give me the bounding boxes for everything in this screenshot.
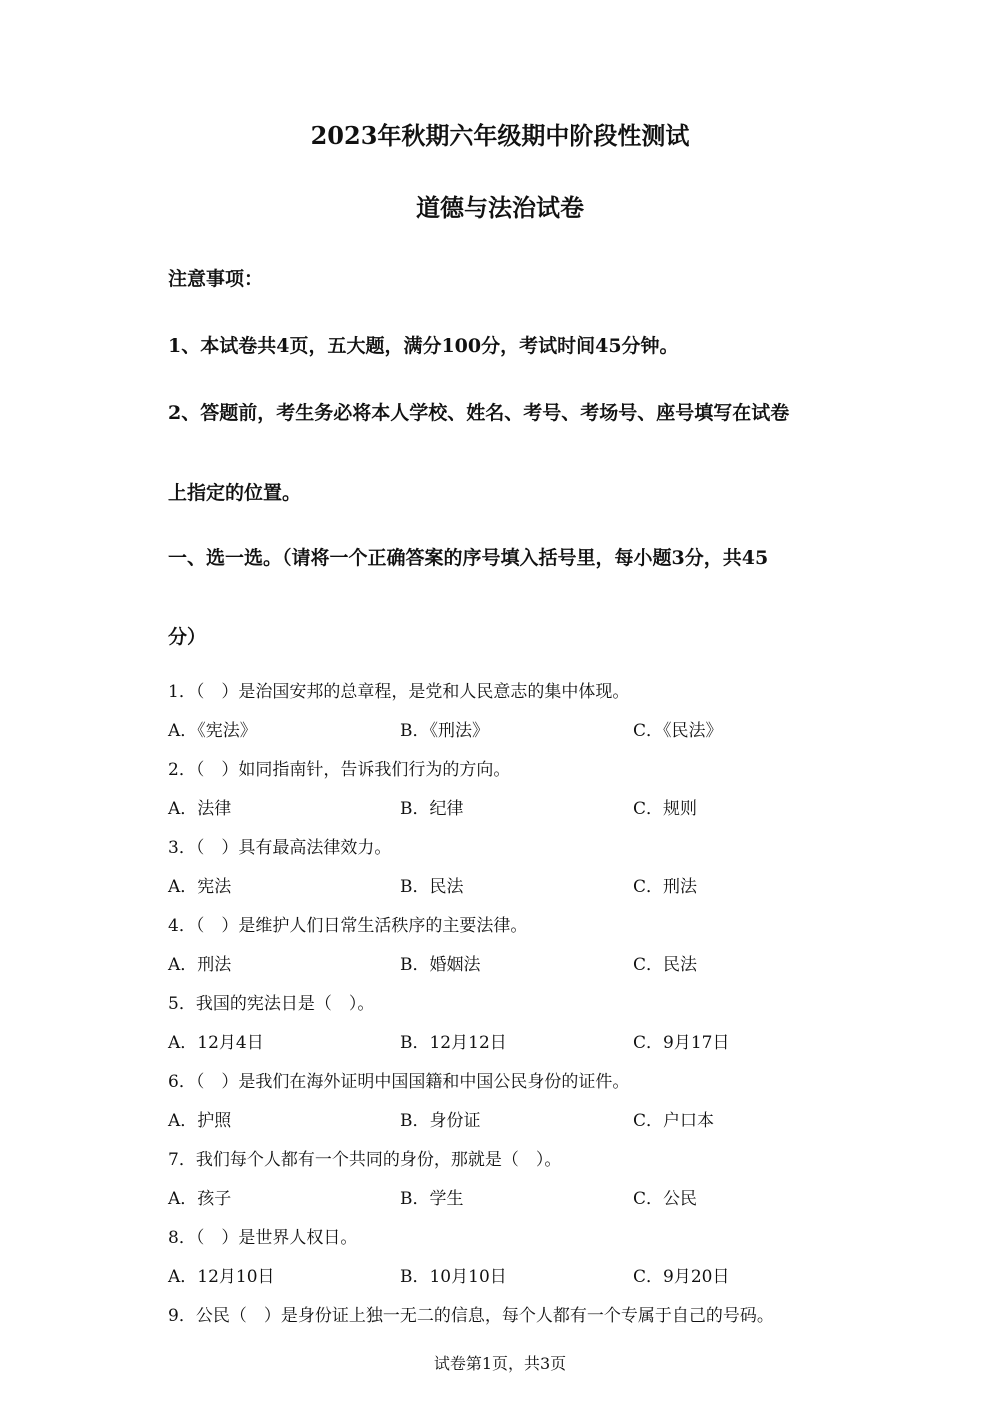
q8-option-a: A．12月10日 bbox=[168, 1267, 275, 1287]
q1-option-a: A．《宪法》 bbox=[168, 721, 257, 741]
q4-option-c: C．民法 bbox=[633, 955, 698, 975]
q5-option-b: B．12月12日 bbox=[400, 1033, 507, 1053]
q8-option-b: B．10月10日 bbox=[400, 1267, 507, 1287]
question-1: 1．（ ）是治国安邦的总章程，是党和人民意志的集中体现。 bbox=[168, 682, 630, 702]
q2-option-c: C．规则 bbox=[633, 799, 698, 819]
question-4: 4．（ ）是维护人们日常生活秩序的主要法律。 bbox=[168, 916, 528, 936]
question-8: 8．（ ）是世界人权日。 bbox=[168, 1228, 358, 1248]
q1-option-c: C．《民法》 bbox=[633, 721, 723, 741]
page-footer: 试卷第1页，共3页 bbox=[433, 1354, 567, 1373]
notes-line-2-cont: 上指定的位置。 bbox=[168, 482, 302, 504]
q2-option-a: A．法律 bbox=[168, 799, 232, 819]
q6-option-a: A．护照 bbox=[168, 1111, 232, 1131]
notes-line-2: 2、答题前，考生务必将本人学校、姓名、考号、考场号、座号填写在试卷 bbox=[168, 402, 790, 424]
section-heading: 一、选一选。（请将一个正确答案的序号填入括号里，每小题3分，共45 bbox=[168, 547, 769, 569]
q3-option-c: C．刑法 bbox=[633, 877, 698, 897]
section-heading-cont: 分） bbox=[168, 626, 207, 648]
q5-option-c: C．9月17日 bbox=[633, 1033, 730, 1053]
q1-option-b: B．《刑法》 bbox=[400, 721, 489, 741]
q5-option-a: A．12月4日 bbox=[168, 1033, 264, 1053]
question-3: 3．（ ）具有最高法律效力。 bbox=[168, 838, 392, 858]
question-7: 7．我们每个人都有一个共同的身份，那就是（ ）。 bbox=[168, 1150, 562, 1170]
q4-option-b: B．婚姻法 bbox=[400, 955, 481, 975]
notes-heading: 注意事项： bbox=[168, 268, 264, 290]
exam-subtitle: 道德与法治试卷 bbox=[416, 193, 584, 222]
q2-option-b: B．纪律 bbox=[400, 799, 464, 819]
question-6: 6．（ ）是我们在海外证明中国国籍和中国公民身份的证件。 bbox=[168, 1072, 630, 1092]
q3-option-a: A．宪法 bbox=[168, 877, 232, 897]
q6-option-b: B．身份证 bbox=[400, 1111, 481, 1131]
question-2: 2．（ ）如同指南针，告诉我们行为的方向。 bbox=[168, 760, 511, 780]
notes-line-1: 1、本试卷共4页，五大题，满分100分，考试时间45分钟。 bbox=[168, 335, 679, 357]
q7-option-b: B．学生 bbox=[400, 1189, 464, 1209]
exam-title: 2023年秋期六年级期中阶段性测试 bbox=[310, 121, 690, 150]
q6-option-c: C．户口本 bbox=[633, 1111, 715, 1131]
q4-option-a: A．刑法 bbox=[168, 955, 232, 975]
q8-option-c: C．9月20日 bbox=[633, 1267, 730, 1287]
q7-option-a: A．孩子 bbox=[168, 1189, 232, 1209]
q7-option-c: C．公民 bbox=[633, 1189, 698, 1209]
question-9: 9．公民（ ）是身份证上独一无二的信息，每个人都有一个专属于自己的号码。 bbox=[168, 1306, 774, 1326]
question-5: 5．我国的宪法日是（ ）。 bbox=[168, 994, 375, 1014]
q3-option-b: B．民法 bbox=[400, 877, 464, 897]
